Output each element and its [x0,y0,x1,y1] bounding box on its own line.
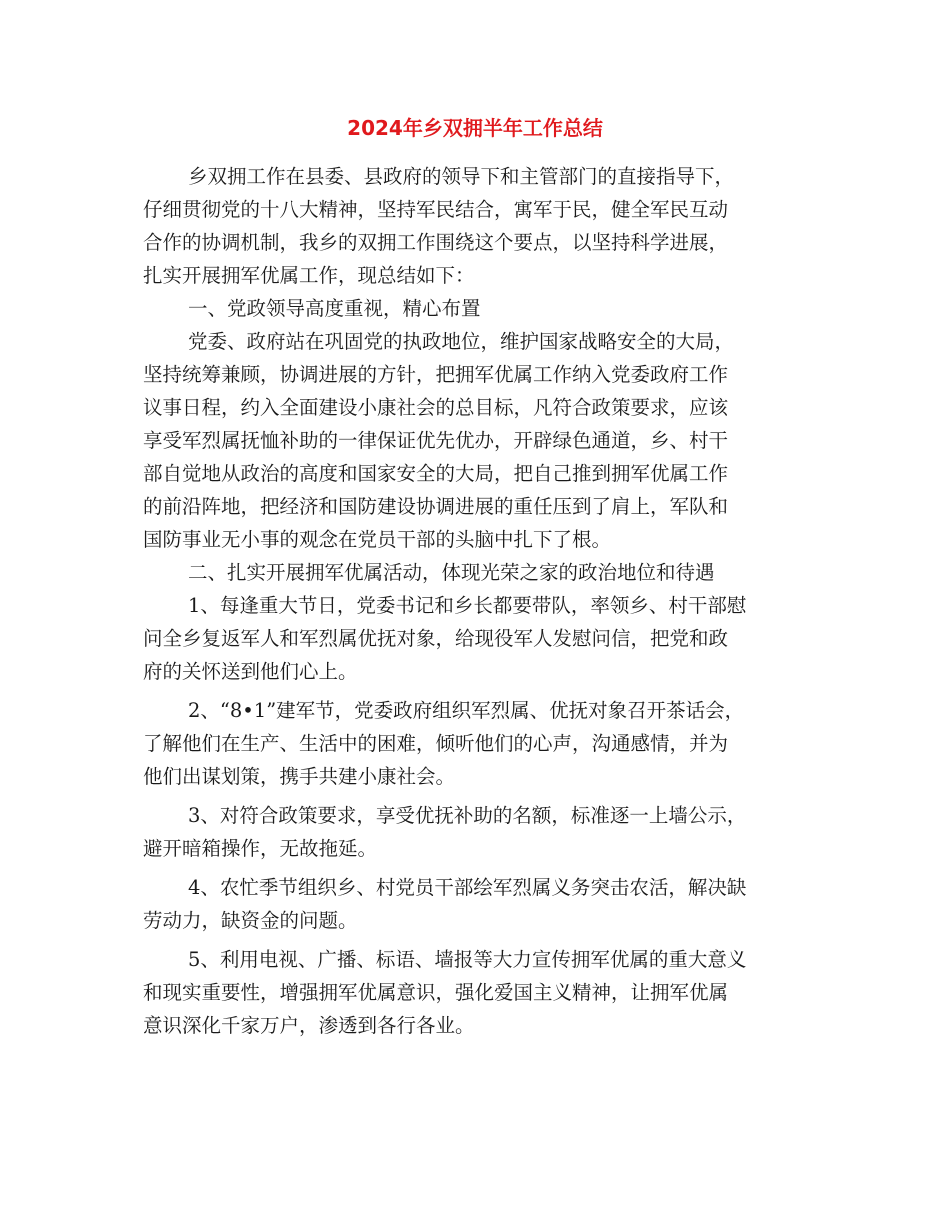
paragraph-line: 党委、政府站在巩固党的执政地位，维护国家战略安全的大局， [188,330,735,353]
paragraph-line: 享受军烈属抚恤补助的一律保证优先优办，开辟绿色通道，乡、村干 [143,429,729,452]
paragraph-line: 乡双拥工作在县委、县政府的领导下和主管部门的直接指导下， [188,165,735,188]
paragraph-line: 扎实开展拥军优属工作，现总结如下： [143,264,475,287]
paragraph-line: 了解他们在生产、生活中的困难，倾听他们的心声，沟通感情，并为 [143,732,729,755]
paragraph-line: 4、农忙季节组织乡、村党员干部绘军烈属义务突击农活，解决缺 [188,876,747,899]
paragraph-line: 议事日程，约入全面建设小康社会的总目标，凡符合政策要求，应该 [143,396,729,419]
paragraph-line: 避开暗箱操作，无故拖延。 [143,837,378,860]
section-heading: 一、党政领导高度重视，精心布置 [188,297,481,320]
paragraph-line: 3、对符合政策要求，享受优抚补助的名额，标准逐一上墙公示， [188,804,747,827]
paragraph-line: 1、每逢重大节日，党委书记和乡长都要带队，率领乡、村干部慰 [188,594,747,617]
paragraph-line: 合作的协调机制，我乡的双拥工作围绕这个要点，以坚持科学进展， [143,231,729,254]
document-title: 2024年乡双拥半年工作总结 [347,116,603,140]
paragraph-line: 的前沿阵地，把经济和国防建设协调进展的重任压到了肩上，军队和 [143,495,729,518]
paragraph-line: 他们出谋划策，携手共建小康社会。 [143,765,456,788]
paragraph-line: 5、利用电视、广播、标语、墙报等大力宣传拥军优属的重大意义 [188,948,747,971]
paragraph-line: 和现实重要性，增强拥军优属意识，强化爱国主义精神，让拥军优属 [143,981,729,1004]
paragraph-line: 坚持统筹兼顾，协调进展的方针，把拥军优属工作纳入党委政府工作 [143,363,729,386]
paragraph-line: 意识深化千家万户，渗透到各行各业。 [143,1014,475,1037]
paragraph-line: 问全乡复返军人和军烈属优抚对象，给现役军人发慰问信，把党和政 [143,627,729,650]
paragraph-line: 国防事业无小事的观念在党员干部的头脑中扎下了根。 [143,528,612,551]
paragraph-line: 仔细贯彻党的十八大精神，坚持军民结合，寓军于民，健全军民互动 [143,198,729,221]
paragraph-line: 部自觉地从政治的高度和国家安全的大局，把自己推到拥军优属工作 [143,462,729,485]
section-heading: 二、扎实开展拥军优属活动，体现光荣之家的政治地位和待遇 [188,561,715,584]
paragraph-line: 府的关怀送到他们心上。 [143,660,358,683]
document-body [143,160,815,1042]
paragraph-line: 劳动力，缺资金的问题。 [143,909,358,932]
paragraph-line: 2、“8•1”建军节，党委政府组织军烈属、优抚对象召开茶话会， [188,699,745,722]
